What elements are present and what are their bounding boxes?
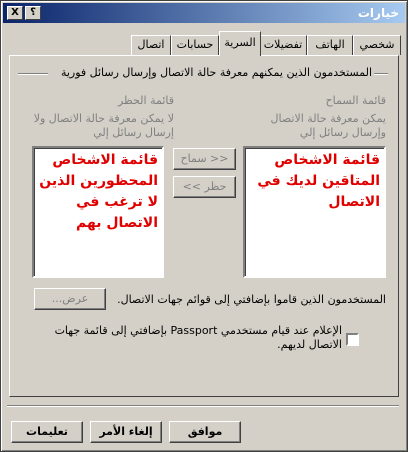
tab-accounts[interactable]: حسابات	[171, 35, 219, 55]
notify-label-line2: الاتصال لديهم.	[277, 338, 342, 351]
title-bar	[3, 3, 405, 23]
tab-preferences[interactable]: تفضيلات	[259, 35, 307, 55]
help-button[interactable]: تعليمات	[11, 421, 83, 443]
help-question-button[interactable]: ؟	[25, 6, 41, 20]
block-list-content: قائمة الاشخاص المحظورين الذين لا ترغب في الاتصال بهم	[39, 152, 158, 231]
block-button[interactable]: حظر >>	[173, 176, 236, 198]
group-line-left	[18, 73, 48, 75]
window-title: خيارات	[357, 6, 399, 20]
group-line-right	[374, 73, 388, 75]
tab-connection[interactable]: اتصال	[131, 35, 171, 55]
allow-button[interactable]: << سماح	[173, 148, 236, 170]
cancel-button[interactable]: إلغاء الأمر	[90, 421, 162, 443]
block-listbox[interactable]	[32, 146, 164, 278]
block-list-title: قائمة الحظر	[117, 94, 174, 107]
allow-list-description: يمكن معرفة حالة الاتصال وإرسال رسائل إلي	[270, 112, 386, 139]
notify-checkbox[interactable]	[346, 333, 359, 346]
tab-privacy[interactable]: السرية	[219, 31, 261, 56]
allow-list-title: قائمة السماح	[325, 94, 386, 107]
footer-separator	[7, 405, 399, 407]
block-list-description: لا يمكن معرفة حالة الاتصال ولا إرسال رسائل إلي	[33, 112, 174, 139]
ok-button[interactable]: موافق	[169, 421, 241, 443]
tab-phone[interactable]: الهاتف	[307, 35, 353, 55]
added-me-text: المستخدمون الذين قاموا بإضافتي إلى قوائم جهات الاتصال.	[117, 293, 386, 306]
allow-list-content: قائمة الاشخاص المتاقين لديك في الاتصال	[257, 152, 380, 210]
privacy-panel	[9, 55, 399, 397]
notify-label-line1: الإعلام عند قيام مستخدمي Passport بإضافتي إلى قائمة جهات	[54, 324, 342, 337]
view-button[interactable]: عرض...	[34, 288, 106, 310]
group-title: المستخدمون الذين يمكنهم معرفة حالة الاتصال وإرسال رسائل فورية	[60, 66, 372, 79]
tab-personal[interactable]: شخصي	[353, 35, 401, 55]
close-button[interactable]: X	[7, 6, 23, 20]
allow-listbox[interactable]	[243, 146, 386, 278]
